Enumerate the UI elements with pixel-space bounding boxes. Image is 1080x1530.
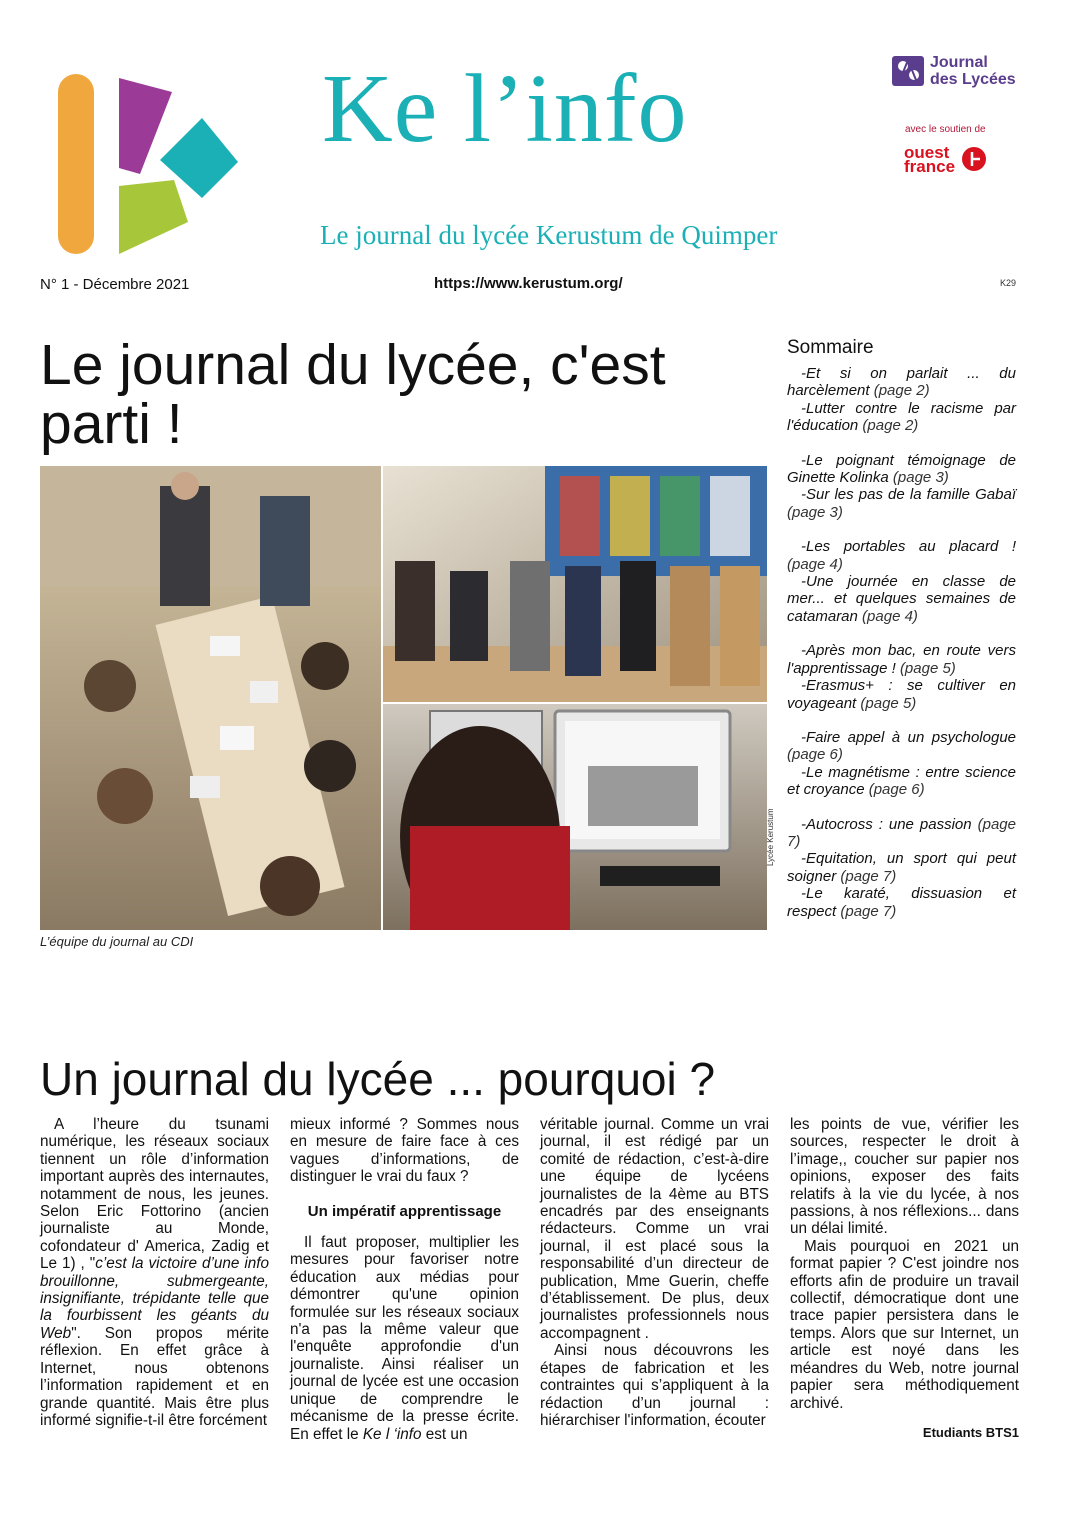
toc-group [787, 729, 1016, 799]
support-text: avec le soutien de [905, 124, 986, 135]
table-of-contents [787, 337, 1016, 937]
article-paragraph: Il faut proposer, multiplier les mesures pour favoriser notre éducation aux médias pour démontrer qu'une opinion formulée sur les réseaux sociaux n'a pas la même valeur que l'enquête approfondie d'un journaliste. Ainsi réaliser un journal de lycée est une occasion unique de comprendre le mécanisme de la presse écrite. En effet le Ke l ‘info est un [290, 1234, 519, 1443]
main-headline: Le journal du lycée, c'est parti ! [40, 333, 666, 457]
article-signature: Etudiants BTS1 [922, 1424, 1019, 1440]
toc-item[interactable]: -Lutter contre le racisme par l'éducation (page 2) [787, 399, 1016, 435]
toc-item[interactable]: -Sur les pas de la famille Gabaï (page 3) [787, 486, 1016, 521]
article-column-3 [540, 1116, 769, 1429]
toc-group [787, 452, 1016, 522]
journal-des-lycees-icon [892, 54, 926, 88]
toc-item[interactable]: -Après mon bac, en route vers l'apprentissage ! (page 5) [787, 642, 1016, 677]
toc-item[interactable]: -Le magnétisme : entre science et croyance (page 6) [787, 763, 1016, 799]
article-paragraph: A l’heure du tsunami numérique, les réseaux sociaux tiennent un rôle d’information important auprès des internautes, notamment de nous, les jeunes. Selon Eric Fottorino (ancien journaliste au Monde, cofondateur d' America, Zadig et Le 1) , "c’est la victoire d’une info brouillonne, submergeante, insignifiante, trépidante telle que la fourbissent les géants du Web". Son propos mérite réflexion. En effet grâce à Internet, nous obtenons l’information rapidement et en grande quantité. Mais être plus informé signifie-t-il être forcément [40, 1116, 270, 1429]
article-column-1 [40, 1116, 269, 1429]
journal-des-lycees-label: Journal [930, 54, 988, 71]
article-column-2 [290, 1116, 519, 1443]
team-photo-collage [40, 466, 767, 930]
toc-item[interactable]: -Erasmus+ : se cultiver en voyageant (page 5) [787, 677, 1016, 712]
newspaper-title: Ke l’info [322, 55, 688, 163]
issue-number: N° 1 - Décembre 2021 [40, 276, 190, 293]
photo-credit: Lycée Kerustum [766, 808, 775, 866]
toc-item[interactable]: -Et si on parlait ... du harcèlement (page 2) [787, 365, 1016, 400]
partner-logos [880, 52, 1040, 182]
article-column-4 [790, 1116, 1019, 1441]
newspaper-subtitle: Le journal du lycée Kerustum de Quimper [320, 220, 778, 250]
ouest-france-label-2: france [904, 157, 956, 176]
newspaper-name: Ke l ‘info [362, 1425, 422, 1443]
article-paragraph: Ainsi nous découvrons les étapes de fabrication et les contraintes qui s’appliquent à la rédaction d’un journal : hiérarchiser l'information, écouter [540, 1342, 769, 1429]
journal-des-lycees-label-2: des Lycées [930, 71, 1016, 88]
article-paragraph-continued: les points de vue, vérifier les sources, respecter le droit à l’image,, coucher sur papier nos opinions, exposer des faits relatifs à la vie du lycée, à nos passions, à nos réflexions... dans un délai limité. [790, 1116, 1019, 1238]
page-code: K29 [1000, 278, 1017, 288]
school-logo [52, 70, 252, 260]
article-paragraph-continued: véritable journal. Comme un vrai journal, il est rédigé par un comité de rédaction, c’est-à-dire une équipe de lycéens journalistes de la 4ème au BTS encadrés par des enseignants rédacteurs. Comme un vrai journal, il est placé sous la responsabilité d’un directeur de publication, Mme Guerin, cheffe d’établissement. De plus, deux journalistes professionnels nous accompagnent . [540, 1116, 769, 1342]
article-paragraph-continued: mieux informé ? Sommes nous en mesure de faire face à ces vagues d’informations, de distinguer le vrai du faux ? [290, 1116, 519, 1186]
website-link[interactable]: https://www.kerustum.org/ [434, 275, 623, 292]
toc-item[interactable]: -Une journée en classe de mer... et quelques semaines de catamaran (page 4) [787, 573, 1016, 625]
toc-item[interactable]: -Equitation, un sport qui peut soigner (page 7) [787, 850, 1016, 885]
toc-group [787, 642, 1016, 712]
toc-item[interactable]: -Les portables au placard ! (page 4) [787, 538, 1016, 573]
article-subhead: Un impératif apprentissage [307, 1202, 502, 1220]
toc-item[interactable]: -Le poignant témoignage de Ginette Kolinka (page 3) [787, 451, 1016, 487]
toc-group [787, 538, 1016, 625]
toc-item[interactable]: -Autocross : une passion (page 7) [787, 815, 1016, 850]
photo-caption: L’équipe du journal au CDI [40, 934, 194, 949]
toc-group [787, 816, 1016, 920]
article-title: Un journal du lycée ... pourquoi ? [40, 1053, 716, 1105]
article-paragraph: Mais pourquoi en 2021 un format papier ? C'est joindre nos efforts afin de produire un travail collectif, démocratique dont une trace papier persistera dans le temps. Alors que sur Internet, un article est noyé dans les méandres du Web, notre journal papier sera méthodiquement archivé. [790, 1237, 1019, 1412]
toc-item[interactable]: -Faire appel à un psychologue (page 6) [787, 728, 1016, 764]
ouest-france-label: ouest [904, 143, 950, 162]
toc-title: Sommaire [787, 337, 874, 358]
toc-item[interactable]: -Le karaté, dissuasion et respect (page 7) [787, 885, 1016, 920]
toc-group [787, 365, 1016, 435]
article-quote: c’est la victoire d’une info brouillonne, submergeante, insignifiante, trépidante telle que la fourbissent les géants du Web [40, 1255, 270, 1342]
